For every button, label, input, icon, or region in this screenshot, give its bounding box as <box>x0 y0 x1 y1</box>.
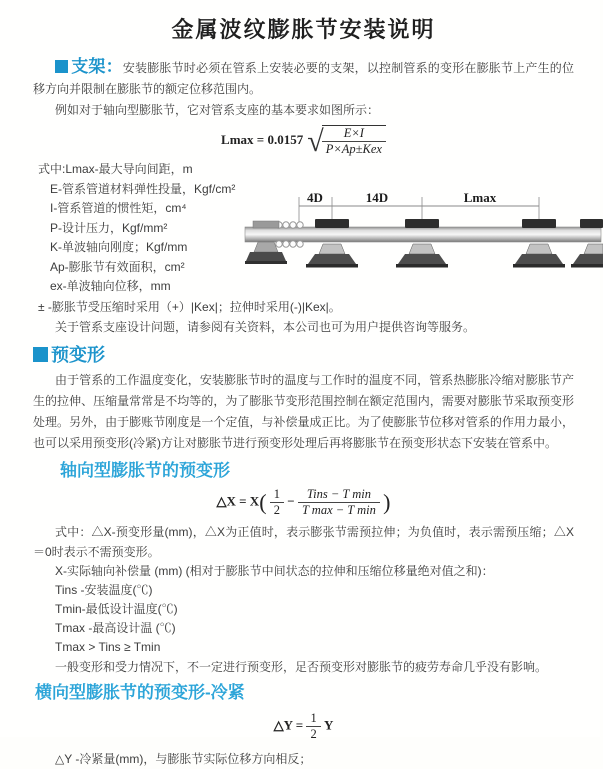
support-section-heading <box>55 57 123 76</box>
figure-section <box>33 160 574 298</box>
lateral-formula-fraction <box>306 711 320 742</box>
minus-sign: − <box>287 493 295 509</box>
half-numerator: 1 <box>270 487 284 503</box>
variable-line: ex-单波轴向位移，mm <box>50 279 171 293</box>
pipe <box>245 227 601 242</box>
axial-formula-temp-fraction <box>298 487 380 518</box>
dim-label-14d: 14D <box>365 190 389 205</box>
lateral-formula <box>33 711 574 742</box>
pipe-support <box>513 219 565 268</box>
support-intro-text: 安装膨胀节时必须在管系上安装必要的支架，以控制管系的变形在膨胀节上产生的位移方向并限制在膨胀节的额定位移范围内。 <box>33 61 575 96</box>
variable-line: 式中:Lmax-最大导向间距，m <box>38 162 193 176</box>
axial-note: 式中：△X-预变形量(mm)，△X为正值时，表示膨张节需预拉伸；为负值时，表示需预压缩；△X＝0时表示不需预变形。 <box>33 525 574 559</box>
variable-line: E-管系管道材料弹性投量，Kgf/cm² <box>50 181 236 196</box>
lmax-formula <box>33 125 574 157</box>
dim-label-lmax: Lmax <box>463 190 497 205</box>
variable-line: Ap-膨胀节有效面积，cm² <box>50 259 185 274</box>
axial-formula-half-fraction <box>270 487 284 518</box>
axial-formula <box>33 487 574 518</box>
plusminus-note: ± -膨胀节受压缩时采用（+）|Kex|；拉伸时采用(-)|Kex|。 <box>38 300 341 314</box>
variable-line: P-设计压力，Kgf/mm² <box>50 220 168 235</box>
section-marker-icon <box>33 347 48 362</box>
lateral-numerator: 1 <box>306 711 320 727</box>
axial-note: Tmin-最低设计温度(℃) <box>55 602 178 616</box>
page-title: 金属波纹膨胀节安装说明 <box>171 17 436 42</box>
lmax-formula-fraction <box>322 125 386 157</box>
variable-line: K-单波轴向刚度；Kgf/mm <box>50 240 188 254</box>
pipe-support <box>571 219 603 268</box>
lateral-formula-rhs: Y <box>323 717 334 733</box>
axial-note: Tmax -最高设计温 (℃) <box>55 621 176 635</box>
radical-sign-icon: √ <box>307 124 324 158</box>
support-example-text: 例如对于轴向型膨胀节，它对管系支座的基本要求如图所示： <box>55 103 380 117</box>
variable-line: I-管系管道的惯性矩，cm⁴ <box>50 201 187 215</box>
pipe-support <box>396 219 448 268</box>
axial-note: X-实际轴向补偿量 (mm) (相对于膨胀节中间状态的拉伸和压缩位移量绝对值之和)： <box>55 564 494 578</box>
lmax-formula-denominator: P×Ap±Kex <box>325 142 382 156</box>
pipe-support-diagram <box>245 190 603 285</box>
lmax-formula-lhs: Lmax = 0.0157 <box>221 131 304 147</box>
lateral-heading: 横向型膨胀节的预变形-冷紧 <box>35 683 245 702</box>
lateral-note: △Y -冷紧量(mm)，与膨胀节实际位移方向相反； <box>55 752 312 766</box>
lateral-denominator: 2 <box>310 727 317 741</box>
axial-note: Tins -安装温度(℃) <box>55 583 153 597</box>
half-denominator: 2 <box>273 503 281 517</box>
temp-denominator: T max − T min <box>301 503 376 517</box>
predeform-section-heading <box>33 343 574 367</box>
support-section-label: 支架： <box>71 57 123 76</box>
temp-numerator: Tins − T min <box>298 487 380 503</box>
axial-note: 一般变形和受力情况下，不一定进行预变形，足否预变形对膨胀节的疲劳寿命几乎没有影响。 <box>55 660 548 674</box>
axial-note: Tmax > Tins ≥ Tmin <box>55 640 161 654</box>
support-intro-paragraph <box>33 56 574 100</box>
open-paren: ( <box>259 489 267 515</box>
pipe-support <box>306 219 358 268</box>
predeform-section-label: 预变形 <box>51 345 105 365</box>
axial-formula-lhs: △X = X <box>216 493 260 509</box>
close-paren: ) <box>383 489 391 515</box>
lateral-formula-lhs: △Y = <box>273 717 304 733</box>
predeform-paragraph: 由于管系的工作温度变化，安装膨胀节时的温度与工作时的温度不同，管系热膨胀冷缩对膨胀节产生的拉伸、压缩量常常是不均等的，为了膨胀节变形范围控制在额定范围内，需要对膨胀节采取预变形处理。另外，由于膨账节刚度是一个定值，与补偿量成正比。为了使膨胀节位移对管系的作用力最小，也可以采用预变形(冷紧)方让对膨胀节进行预变形处理后再将膨胀节在预变形状态下安装在管系中。 <box>33 373 574 450</box>
dim-label-4d: 4D <box>307 190 323 205</box>
axial-heading: 轴向型膨胀节的预变形 <box>60 461 230 480</box>
section-marker-icon <box>55 60 68 73</box>
consult-note: 关于管系支座设计问题，请参阅有关资料，本公司也可为用户提供咨询等服务。 <box>55 319 476 334</box>
lmax-formula-numerator: E×I <box>322 126 386 142</box>
